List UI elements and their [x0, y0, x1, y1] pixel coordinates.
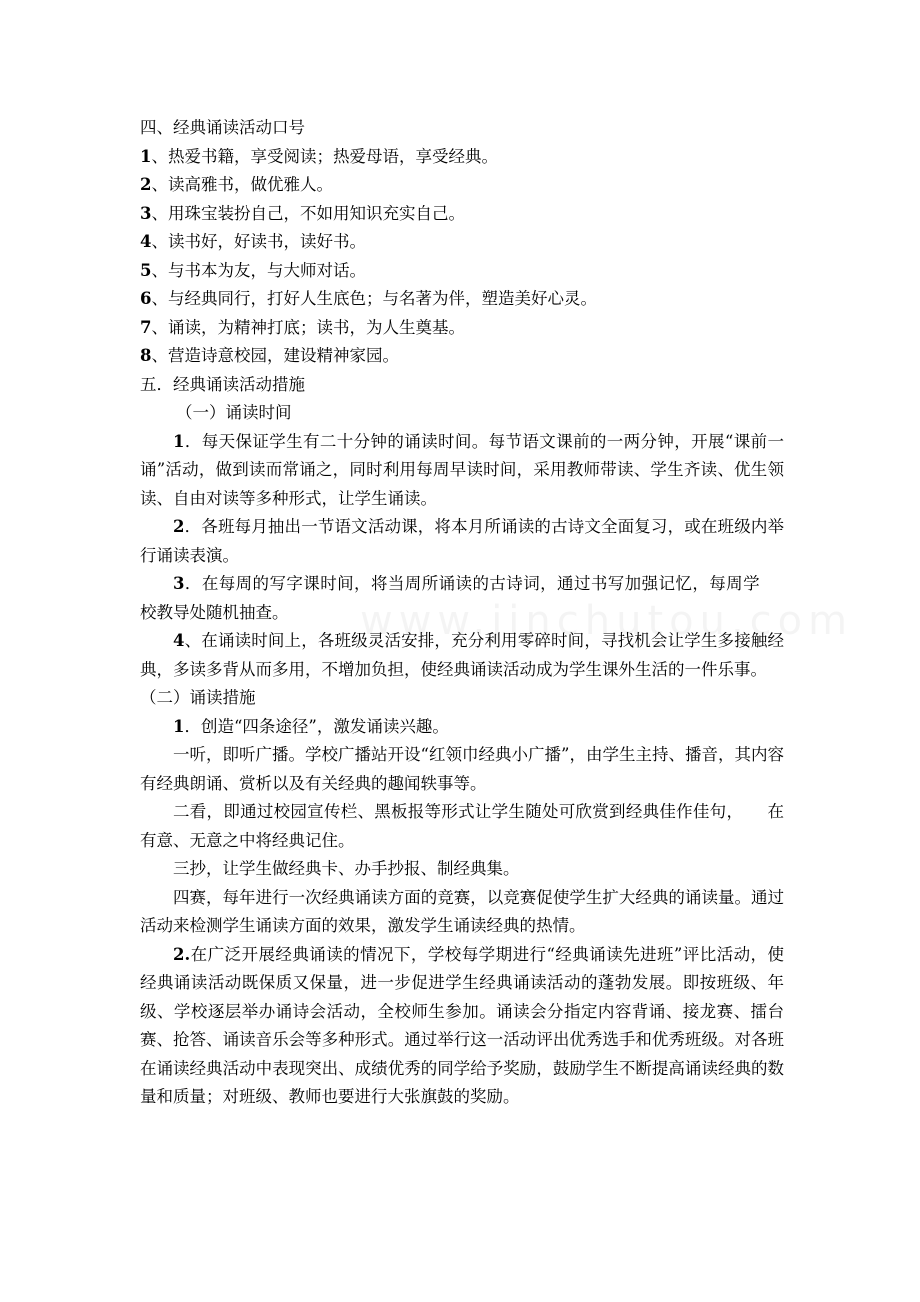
slogan-number: 2 — [140, 175, 152, 194]
way-contest: 四赛，每年进行一次经典诵读方面的竞赛，以竞赛促使学生扩大经典的诵读量。通过活动来检测学生诵读方面的效果，激发学生诵读经典的热情。 — [140, 887, 784, 935]
slogan-text: 、与书本为友，与大师对话。 — [151, 260, 366, 280]
slogan-text: 、读高雅书，做优雅人。 — [151, 175, 333, 194]
slogan-number: 1 — [140, 146, 152, 166]
slogan-number: 7 — [140, 317, 152, 337]
subsection-time-heading: （一）诵读时间 — [176, 403, 292, 422]
slogan-8 — [140, 342, 784, 371]
measure-item-2 — [140, 941, 784, 1112]
section5-heading: 五．经典诵读活动措施 — [140, 374, 305, 394]
slogan-text: 、热爱书籍，享受阅读；热爱母语，享受经典。 — [151, 146, 498, 166]
item-text: 在广泛开展经典诵读的情况下，学校每学期进行“经典诵读先进班”评比活动，使经典诵读活动既保质又保量，进一步促进学生经典诵读活动的蓬勃发展。即按班级、年级、学校逐层举办诵诗会活动，全校师生参加。诵读会分指定内容背诵、接龙赛、擂台赛、抢答、诵读音乐会等多种形式。通过举行这一活动评出优秀选手和优秀班级。对各班在诵读经典活动中表现突出、成绩优秀的同学给予奖励，鼓励学生不断提高诵读经典的数量和质量；对班级、教师也要进行大张旗鼓的奖励。 — [140, 944, 784, 1106]
item-number: 1 — [173, 716, 185, 736]
way-text: 二看，即通过校园宣传栏、黑板报等形式让学生随处可欣赏到经典佳作佳句， — [173, 802, 744, 821]
slogan-text: 、与经典同行，打好人生底色；与名著为伴，塑造美好心灵。 — [151, 289, 597, 308]
slogan-number: 8 — [140, 346, 152, 365]
slogan-number: 5 — [140, 260, 152, 280]
way-watch — [140, 798, 784, 855]
slogan-1 — [140, 143, 784, 172]
item-number: 1 — [173, 431, 185, 451]
item-text: ．创造“四条途径”，激发诵读兴趣。 — [184, 716, 449, 736]
time-item-1 — [140, 428, 784, 514]
slogan-number: 6 — [140, 289, 152, 308]
item-number: 2. — [173, 944, 191, 964]
slogan-text: 、营造诗意校园，建设精神家园。 — [151, 346, 399, 365]
time-item-4 — [140, 627, 784, 684]
item-number: 4 — [173, 631, 185, 650]
slogan-5 — [140, 257, 784, 286]
item-text: ．在每周的写字课时间，将当周所诵读的古诗词，通过书写加强记忆，每周学 — [184, 574, 760, 593]
slogan-text: 、诵读，为精神打底；读书，为人生奠基。 — [151, 317, 465, 337]
way-text-tail: 在有意、无意之中将经典记住。 — [140, 802, 785, 850]
time-item-2 — [140, 513, 784, 570]
item-text: ．各班每月抽出一节语文活动课，将本月所诵读的古诗文全面复习，或在班级内举行诵读表演。 — [140, 517, 784, 565]
time-item-3 — [140, 570, 784, 627]
item-text-tail: 校教导处随机抽查。 — [140, 602, 289, 622]
slogan-7 — [140, 314, 784, 343]
slogan-number: 4 — [140, 232, 152, 251]
slogan-2 — [140, 171, 784, 200]
slogan-4 — [140, 228, 784, 257]
item-number: 2 — [173, 517, 185, 536]
slogan-text: 、读书好，好读书，读好书。 — [151, 232, 366, 251]
document-page — [140, 114, 784, 1112]
item-number: 3 — [173, 574, 185, 593]
item-text: 、在诵读时间上，各班级灵活安排，充分利用零碎时间，寻找机会让学生多接触经典，多读多背从而多用，不增加负担，使经典诵读活动成为学生课外生活的一件乐事。 — [140, 631, 784, 679]
slogan-text: 、用珠宝装扮自己，不如用知识充实自己。 — [151, 203, 465, 223]
slogan-3 — [140, 200, 784, 229]
subsection-measures-heading: （二）诵读措施 — [140, 688, 256, 707]
way-copy: 三抄，让学生做经典卡、办手抄报、制经典集。 — [173, 859, 520, 878]
slogan-number: 3 — [140, 203, 152, 223]
section4-heading: 四、经典诵读活动口号 — [140, 118, 305, 137]
way-listen: 一听，即听广播。学校广播站开设“红领巾经典小广播”，由学生主持、播音，其内容有经典朗诵、赏析以及有关经典的趣闻轶事等。 — [140, 745, 784, 793]
slogan-6 — [140, 285, 784, 314]
item-text: ．每天保证学生有二十分钟的诵读时间。每节语文课前的一两分钟，开展“课前一诵”活动，做到读而常诵之，同时利用每周早读时间，采用教师带读、学生齐读、优生领读、自由对读等多种形式，让学生诵读。 — [140, 431, 784, 508]
measure-item-1 — [140, 713, 784, 742]
